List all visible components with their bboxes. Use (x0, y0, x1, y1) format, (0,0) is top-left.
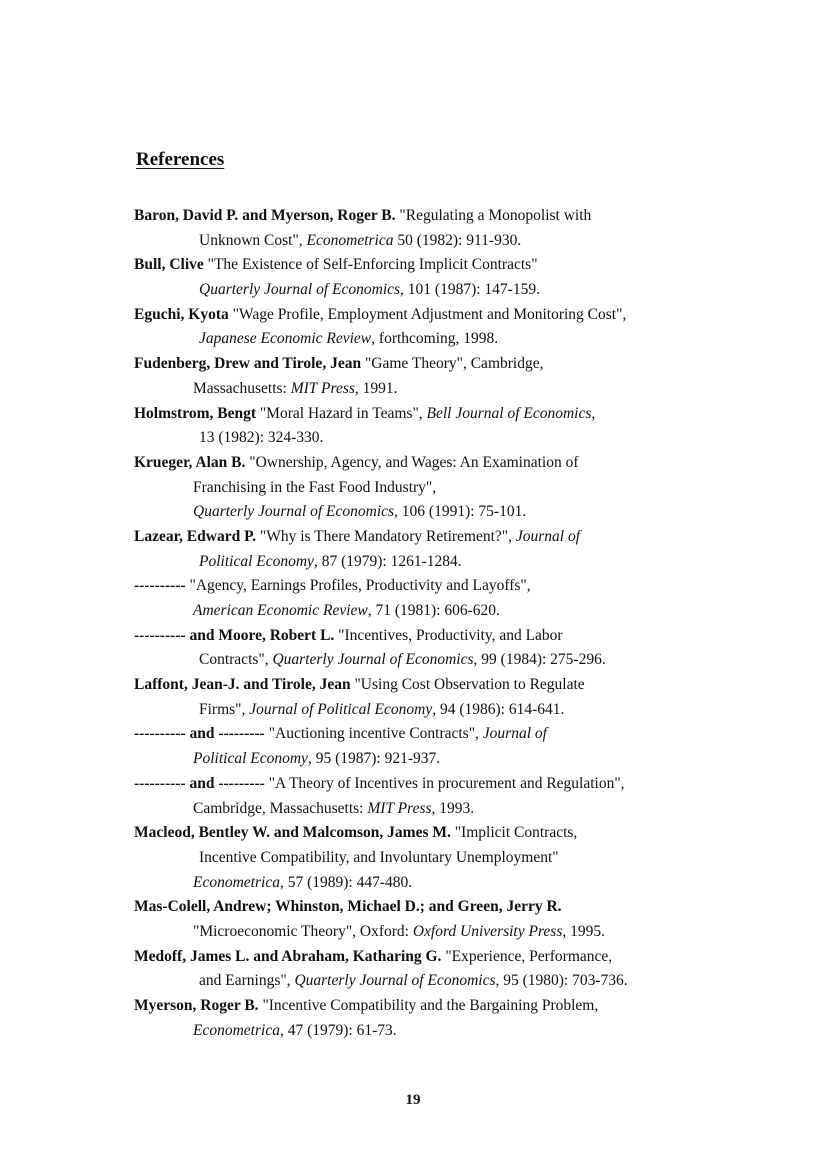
reference-line (134, 821, 814, 846)
reference-entry-baron (134, 204, 814, 253)
reference-list (134, 204, 814, 1043)
reference-details: , 95 (1987): 921-937. (307, 750, 441, 768)
reference-entry-medoff (134, 945, 814, 994)
reference-entry-eguchi (134, 303, 814, 352)
reference-journal: Journal of (482, 725, 547, 743)
reference-authors: Eguchi, Kyota (134, 305, 229, 323)
reference-details: , 1995. (562, 922, 605, 940)
reference-title: "A Theory of Incentives in procurement and Regulation", (264, 774, 625, 792)
reference-title: Firms", (199, 700, 250, 718)
reference-journal: Econometrica (193, 1021, 280, 1039)
reference-entry-lazear-moore (134, 624, 814, 673)
reference-line (134, 352, 814, 377)
reference-details: , 101 (1987): 147-159. (400, 281, 540, 299)
reference-details: , 99 (1984): 275-296. (473, 651, 606, 669)
reference-authors: Bull, Clive (134, 256, 204, 274)
reference-line (134, 451, 814, 476)
reference-line (134, 303, 814, 328)
references-heading: References (136, 149, 225, 170)
reference-journal: Bell Journal of Economics (426, 404, 592, 422)
reference-line (134, 1019, 814, 1044)
reference-line (134, 204, 814, 229)
reference-details: , 1991. (354, 379, 398, 397)
reference-details: , 1993. (431, 799, 475, 817)
reference-authors: Mas-Colell, Andrew; Whinston, Michael D.; and Green, Jerry R. (134, 898, 562, 916)
reference-details: 13 (1982): 324-330. (199, 429, 324, 447)
reference-journal: American Economic Review (193, 602, 368, 619)
reference-authors: ---------- (134, 577, 186, 595)
reference-line (134, 599, 814, 624)
reference-line (134, 673, 814, 698)
reference-title: "Game Theory", Cambridge, (361, 355, 544, 373)
reference-line (134, 402, 814, 427)
reference-line (134, 772, 814, 797)
reference-entry-bull (134, 253, 814, 302)
reference-title: "Incentive Compatibility and the Bargaining Problem, (258, 997, 599, 1014)
reference-title: "Agency, Earnings Profiles, Productivity and Layoffs", (185, 577, 531, 595)
reference-entry-mascolell (134, 895, 814, 944)
reference-title: Incentive Compatibility, and Involuntary Unemployment" (199, 848, 559, 866)
reference-entry-lazear-1981 (134, 574, 814, 623)
reference-details: , (591, 404, 596, 422)
reference-authors: ---------- and --------- (134, 725, 265, 743)
reference-line (134, 945, 814, 970)
reference-entry-lazear-1979 (134, 525, 814, 574)
reference-authors: Lazear, Edward P. (134, 527, 257, 545)
reference-details: 50 (1982): 911-930. (393, 231, 522, 249)
reference-authors: Medoff, James L. and Abraham, Katharing G. (134, 947, 442, 965)
reference-authors: Myerson, Roger B. (134, 997, 259, 1014)
reference-authors: ---------- and Moore, Robert L. (134, 626, 335, 644)
reference-line (134, 698, 814, 723)
reference-line (134, 500, 814, 525)
reference-title: Massachusetts: (193, 379, 291, 397)
reference-details: , 71 (1981): 606-620. (367, 602, 500, 619)
reference-journal: Political Economy (193, 750, 308, 768)
reference-entry-fudenberg (134, 352, 814, 401)
reference-line (134, 476, 814, 501)
reference-details: , forthcoming, 1998. (371, 330, 499, 348)
reference-title: "Regulating a Monopolist with (395, 207, 592, 224)
reference-authors: Macleod, Bentley W. and Malcomson, James M. (134, 824, 451, 842)
page-number: 19 (405, 1092, 421, 1108)
reference-line (134, 648, 814, 673)
reference-entry-macleod (134, 821, 814, 895)
reference-journal: Quarterly Journal of Economics (193, 503, 395, 521)
reference-line (134, 624, 814, 649)
reference-details: , 47 (1979): 61-73. (279, 1021, 397, 1039)
reference-title: "Moral Hazard in Teams", (255, 404, 427, 422)
reference-publisher: MIT Press (290, 379, 355, 397)
reference-title: "Wage Profile, Employment Adjustment and Monitoring Cost", (228, 305, 627, 323)
reference-line (134, 969, 814, 994)
reference-journal: Quarterly Journal of Economics (294, 972, 496, 990)
reference-journal: Quarterly Journal of Economics (272, 651, 474, 669)
reference-journal: Journal of Political Economy (249, 700, 433, 718)
reference-line (134, 278, 814, 303)
reference-title: "Using Cost Observation to Regulate (350, 676, 585, 694)
reference-title: "Implicit Contracts, (450, 824, 578, 842)
reference-line (134, 871, 814, 896)
reference-authors: Baron, David P. and Myerson, Roger B. (134, 207, 396, 224)
reference-title: Unknown Cost", (199, 231, 307, 249)
reference-line (134, 920, 814, 945)
reference-line (134, 574, 814, 599)
reference-title: and Earnings", (199, 972, 295, 990)
reference-title: Contracts", (199, 651, 273, 669)
reference-entry-krueger (134, 451, 814, 525)
reference-line (134, 377, 814, 402)
reference-title: "Why is There Mandatory Retirement?", (256, 527, 516, 545)
reference-journal: Quarterly Journal of Economics (199, 281, 401, 299)
reference-journal: Japanese Economic Review (199, 330, 372, 348)
reference-line (134, 846, 814, 871)
reference-details: , 95 (1980): 703-736. (495, 972, 628, 990)
reference-line (134, 426, 814, 451)
reference-line (134, 253, 814, 278)
reference-line (134, 550, 814, 575)
reference-journal: Econometrica (193, 873, 280, 891)
reference-entry-myerson (134, 994, 814, 1043)
reference-entry-laffont-1986 (134, 673, 814, 722)
reference-title: Cambridge, Massachusetts: (193, 799, 368, 817)
reference-details: , 57 (1989): 447-480. (279, 873, 413, 891)
reference-authors: Holmstrom, Bengt (134, 404, 256, 422)
reference-authors: ---------- and --------- (134, 774, 265, 792)
reference-journal: Political Economy (199, 552, 314, 570)
reference-line (134, 229, 814, 254)
reference-line (134, 797, 814, 822)
reference-journal: Econometrica (306, 231, 394, 249)
reference-publisher: Oxford University Press (412, 922, 563, 940)
reference-title: "Incentives, Productivity, and Labor (334, 626, 563, 644)
reference-title: "Experience, Performance, (441, 947, 613, 965)
reference-entry-laffont-1987 (134, 722, 814, 771)
reference-line (134, 525, 814, 550)
reference-details: , 106 (1991): 75-101. (394, 503, 527, 521)
reference-details: , 94 (1986): 614-641. (432, 700, 565, 718)
reference-line (134, 895, 814, 920)
reference-title: "Auctioning incentive Contracts", (264, 725, 483, 743)
reference-authors: Krueger, Alan B. (134, 453, 246, 471)
reference-details: , 87 (1979): 1261-1284. (313, 552, 462, 570)
reference-line (134, 722, 814, 747)
reference-title: Franchising in the Fast Food Industry", (193, 478, 437, 496)
reference-entry-laffont-1993 (134, 772, 814, 821)
reference-journal: Journal of (515, 527, 581, 545)
reference-authors: Fudenberg, Drew and Tirole, Jean (134, 355, 362, 373)
reference-title: "Microeconomic Theory", Oxford: (193, 922, 413, 940)
reference-publisher: MIT Press (367, 799, 432, 817)
reference-line (134, 747, 814, 772)
reference-title: "The Existence of Self-Enforcing Implicit Contracts" (203, 256, 538, 274)
reference-authors: Laffont, Jean-J. and Tirole, Jean (134, 676, 351, 694)
reference-entry-holmstrom (134, 402, 814, 451)
reference-title: "Ownership, Agency, and Wages: An Examination of (245, 453, 579, 471)
reference-line (134, 994, 814, 1019)
reference-line (134, 327, 814, 352)
